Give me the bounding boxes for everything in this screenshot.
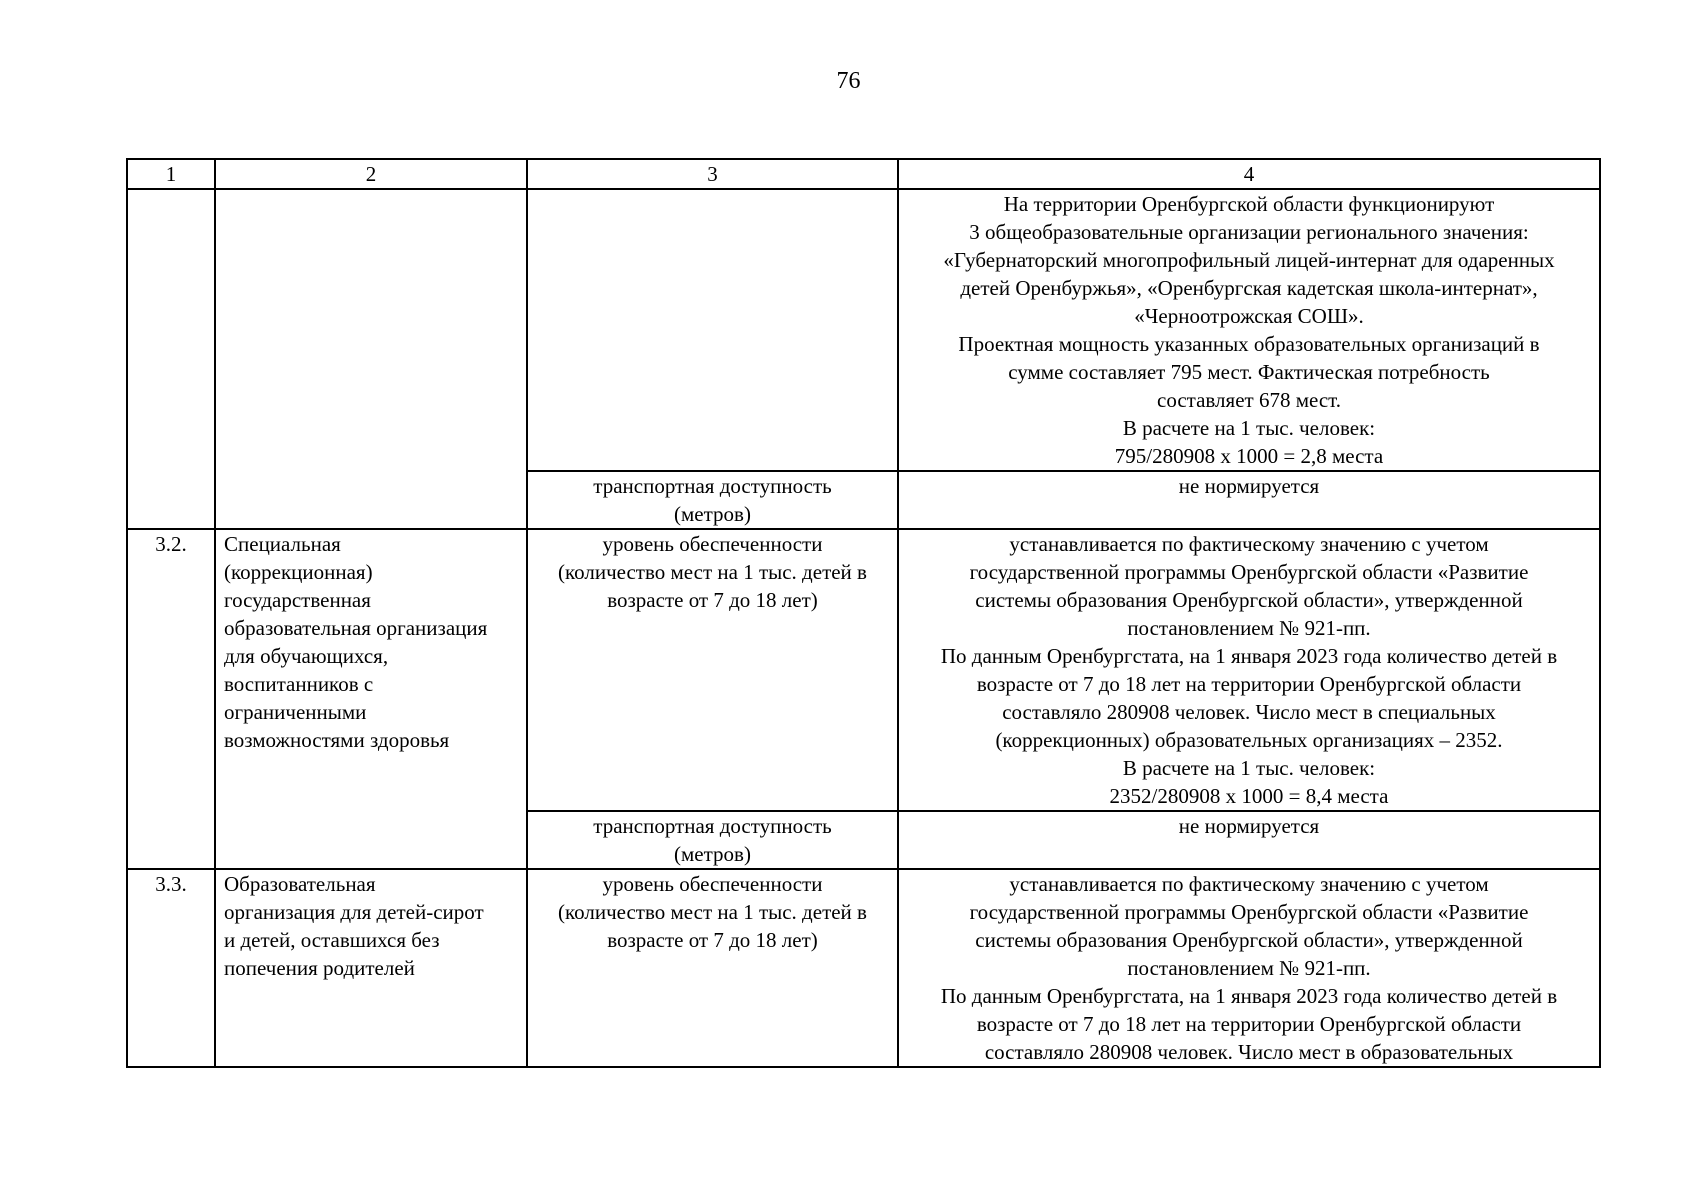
indicator-line: (метров) xyxy=(674,502,751,526)
value-line: 795/280908 х 1000 = 2,8 места xyxy=(1114,444,1384,468)
header-cell-1: 1 xyxy=(127,159,215,189)
header-cell-3: 3 xyxy=(527,159,898,189)
value-line: сумме составляет 795 мест. Фактическая потребность xyxy=(1008,360,1490,384)
value-cell: не нормируется xyxy=(898,471,1600,529)
value-line: составляло 280908 человек. Число мест в специальных xyxy=(1002,700,1496,724)
value-cell xyxy=(898,189,1600,471)
table-row xyxy=(127,529,1600,811)
value-line: возрасте от 7 до 18 лет на территории Оренбургской области xyxy=(976,1012,1522,1036)
value-cell xyxy=(898,529,1600,811)
value-line: устанавливается по фактическому значению с учетом xyxy=(1009,872,1489,896)
value-line: детей Оренбуржья», «Оренбургская кадетская школа-интернат», xyxy=(960,276,1538,300)
row-number-cell: 3.2. xyxy=(127,529,215,869)
value-line: устанавливается по фактическому значению с учетом xyxy=(1009,532,1489,556)
indicator-line: (количество мест на 1 тыс. детей в xyxy=(558,900,867,924)
value-line: (коррекционных) образовательных организациях – 2352. xyxy=(995,728,1503,752)
header-cell-4: 4 xyxy=(898,159,1600,189)
row-number-cell: 3.3. xyxy=(127,869,215,1067)
name-line: для обучающихся, xyxy=(224,644,389,668)
page-number: 76 xyxy=(836,68,861,94)
value-line: В расчете на 1 тыс. человек: xyxy=(1122,756,1376,780)
indicator-cell xyxy=(527,189,898,471)
norms-table xyxy=(126,158,1601,1068)
name-line: ограниченными xyxy=(224,700,367,724)
value-line: постановлением № 921-пп. xyxy=(1127,616,1371,640)
indicator-line: (метров) xyxy=(674,842,751,866)
value-line: В расчете на 1 тыс. человек: xyxy=(1122,416,1376,440)
value-line: государственной программы Оренбургской области «Развитие xyxy=(969,900,1529,924)
table-row xyxy=(127,189,1600,471)
value-line: «Губернаторский многопрофильный лицей-интернат для одаренных xyxy=(943,248,1555,272)
table-header-row xyxy=(127,159,1600,189)
name-line: организация для детей-сирот xyxy=(224,900,484,924)
name-line: возможностями здоровья xyxy=(224,728,450,752)
value-line: системы образования Оренбургской области», утвержденной xyxy=(975,588,1523,612)
name-line: и детей, оставшихся без xyxy=(224,928,440,952)
value-line: 2352/280908 х 1000 = 8,4 места xyxy=(1109,784,1389,808)
name-line: образовательная организация xyxy=(224,616,488,640)
value-line: государственной программы Оренбургской области «Развитие xyxy=(969,560,1529,584)
indicator-line: уровень обеспеченности xyxy=(602,532,823,556)
value-cell: не нормируется xyxy=(898,811,1600,869)
table-row xyxy=(127,869,1600,1067)
indicator-line: возрасте от 7 до 18 лет) xyxy=(607,928,818,952)
name-line: воспитанников с xyxy=(224,672,374,696)
indicator-line: транспортная доступность xyxy=(593,474,832,498)
indicator-line: транспортная доступность xyxy=(593,814,832,838)
value-line: возрасте от 7 до 18 лет на территории Оренбургской области xyxy=(976,672,1522,696)
name-line: попечения родителей xyxy=(224,956,415,980)
name-line: Специальная xyxy=(224,532,341,556)
indicator-cell xyxy=(527,471,898,529)
name-line: (коррекционная) xyxy=(224,560,373,584)
indicator-line: уровень обеспеченности xyxy=(602,872,823,896)
indicator-cell xyxy=(527,529,898,811)
row-number-cell xyxy=(127,189,215,529)
row-name-cell xyxy=(215,529,527,869)
name-line: государственная xyxy=(224,588,371,612)
row-name-cell xyxy=(215,189,527,529)
indicator-cell xyxy=(527,869,898,1067)
value-line: системы образования Оренбургской области», утвержденной xyxy=(975,928,1523,952)
indicator-cell xyxy=(527,811,898,869)
indicator-line: возрасте от 7 до 18 лет) xyxy=(607,588,818,612)
value-line: «Черноотрожская СОШ». xyxy=(1134,304,1364,328)
value-line: составляло 280908 человек. Число мест в образовательных xyxy=(984,1040,1514,1064)
value-line: 3 общеобразовательные организации регионального значения: xyxy=(969,220,1529,244)
indicator-line: (количество мест на 1 тыс. детей в xyxy=(558,560,867,584)
value-line: составляет 678 мест. xyxy=(1157,388,1341,412)
header-cell-2: 2 xyxy=(215,159,527,189)
name-line: Образовательная xyxy=(224,872,376,896)
row-name-cell xyxy=(215,869,527,1067)
value-line: постановлением № 921-пп. xyxy=(1127,956,1371,980)
value-cell xyxy=(898,869,1600,1067)
value-line: По данным Оренбургстата, на 1 января 2023 года количество детей в xyxy=(940,644,1558,668)
value-line: По данным Оренбургстата, на 1 января 2023 года количество детей в xyxy=(940,984,1558,1008)
value-line: Проектная мощность указанных образовательных организаций в xyxy=(958,332,1540,356)
value-line: На территории Оренбургской области функционируют xyxy=(1003,192,1495,216)
